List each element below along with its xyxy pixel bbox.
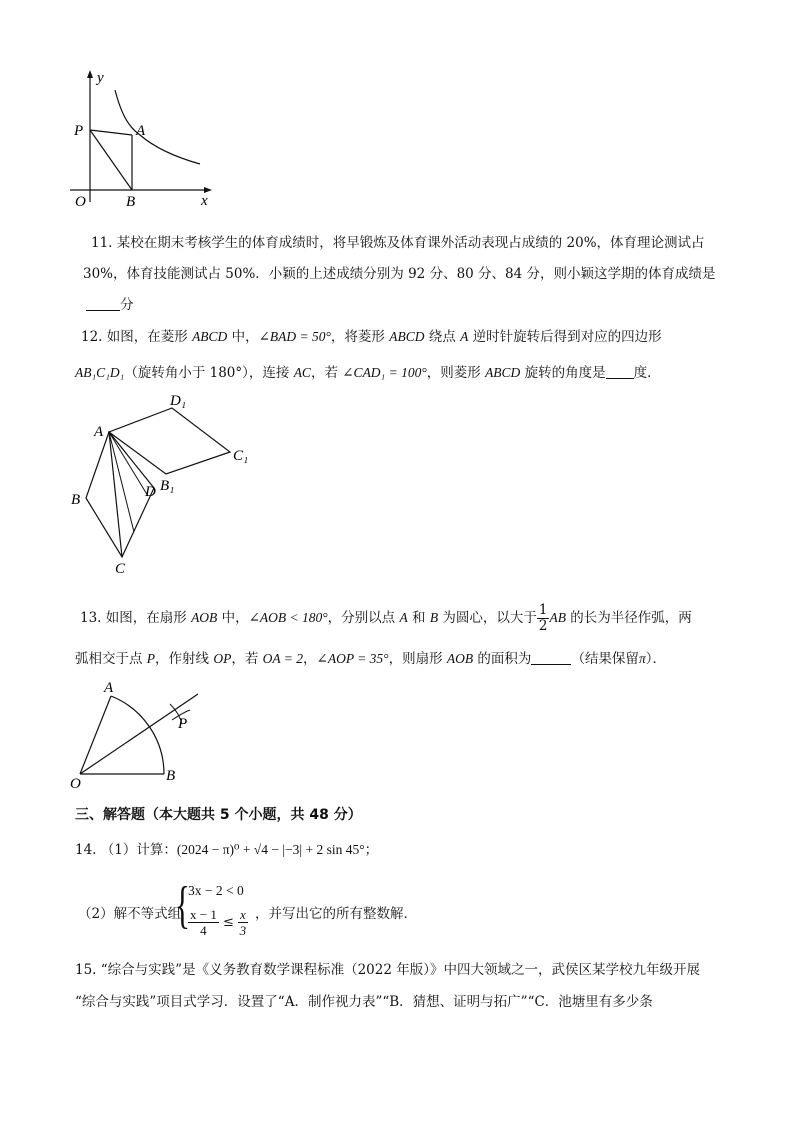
y-axis-arrow [87,70,93,78]
q13-fraction [537,603,550,634]
q13-a: A [399,610,408,625]
q12-text-b: 中， [227,329,259,345]
q14-ineq2-rnum: x [240,907,246,922]
q13-angle-aob: ∠AOB < 180° [248,610,328,625]
rhombus-ab1c1d1 [109,408,230,474]
q14-ineq2-rden: 3 [239,923,247,938]
q14-ineq2 [188,907,248,938]
q13-text-2c: ，若 [231,651,263,667]
q11-line2: 30%，体育技能测试占 50%．小颖的上述成绩分别为 92 分、80 分、84 分，则小颖这学期的体育成绩是 [83,266,716,282]
q12-abcd-2: ABCD [389,329,425,344]
q12-angle-bad: ∠BAD = 50° [258,329,331,344]
q13-text-b: 中， [217,610,249,626]
label-c1: C₁ [233,448,249,464]
label-a: A [136,123,146,139]
q14-part1-expr: (2024 − π)⁰ + √4 − |−3| + 2 sin 45° [176,842,365,857]
label-p: P [74,123,84,139]
label-a: A [104,680,114,696]
q13-text-2h: ）． [645,651,666,667]
q11-line1: 11. 某校在期末考核学生的体育成绩时，将早锻炼及体育课外活动表现占成绩的 20%，体育理论测试占 [91,235,705,251]
q12-text-d: 绕点 [424,329,461,345]
q13-text-a: 13. 如图，在扇形 [80,610,192,626]
q14-part2-suffix: ，并写出它的所有整数解． [255,906,417,922]
q12-point-a: A [460,329,469,344]
q13-text-e: 为圆心，以大于 [438,610,537,626]
q12-line2 [75,364,661,382]
q13-text-2b: ，作射线 [155,651,214,667]
q15-line2: “综合与实践”项目式学习．设置了“A．制作视力表”“B．猜想、证明与拓广”“C．池塘里有多少条 [75,994,653,1010]
q13-ab: AB [549,610,566,625]
q15-line1: 15. “综合与实践”是《义务教育数学课程标准（2022 年版）》中四大领域之一，武侯区某学校九年级开展 [75,962,700,978]
q13-text-c: ，分别以点 [327,610,400,626]
q14-ineq2-rel: ≤ [222,915,234,930]
q12-line1 [81,328,662,346]
q12-text-2e: 度． [633,365,661,381]
q14-part2-prefix: （2）解不等式组 [78,906,182,922]
q13-p: P [146,651,156,666]
label-y: y [97,70,104,86]
q14-ineq1: 3x − 2 < 0 [188,883,244,898]
q13-answer-blank[interactable] [531,650,571,665]
q13-op: OP [213,651,232,666]
label-b: B [71,492,81,508]
q13-pi: π [638,651,646,666]
label-origin: O [75,194,86,210]
section3-title: 三、解答题（本大题共 5 个小题，共 48 分） [75,807,362,823]
q13-text-2a: 弧相交于点 [75,651,147,667]
label-d: D [145,484,156,500]
rhombus-figure [62,392,262,577]
segment-pb [90,130,132,190]
q14-part1-prefix: 14. （1）计算： [75,842,177,858]
q12-abcd-3: ABCD [485,365,521,380]
q12-text-c: ，将菱形 [330,329,390,345]
q11-answer-blank[interactable] [86,296,120,311]
q13-text-2g: （结果保留 [571,651,639,667]
q12-angle-cad1: ∠CAD₁ = 100° [342,365,427,380]
q12-text-2c: ，则菱形 [426,365,486,381]
q13-line2 [75,650,666,668]
q13-text-d: 和 [407,610,430,626]
label-b: B [126,194,136,210]
q12-text-a: 12. 如图，在菱形 [81,329,193,345]
segment-pa [90,130,132,135]
q13-frac-den: 2 [538,618,548,634]
q12-ab1c1d1: AB₁C₁D₁ [75,365,125,380]
label-b1: B₁ [160,478,175,494]
q13-aob-2: AOB [446,651,474,666]
q13-b: B [429,610,439,625]
q11-line3-suffix: 分 [120,297,134,313]
sector-figure [66,680,216,790]
q13-oa-eq: OA = 2 [262,651,304,666]
q14-part1 [75,841,378,859]
q13-text-2d: ， [303,651,317,667]
q13-angle-aop: ∠AOP = 35° [316,651,389,666]
label-o: O [70,776,81,790]
q14-part1-suffix: ； [364,842,379,858]
label-b: B [166,768,176,784]
q12-text-e: 逆时针旋转后得到对应的四边形 [468,329,662,345]
q13-aob: AOB [191,610,218,625]
q13-text-2e: ，则扇形 [388,651,447,667]
q13-text-f: 的长为半径作弧，两 [565,610,692,626]
segment-oa [80,696,111,774]
q12-text-2d: 旋转的角度是 [520,365,606,381]
label-x: x [201,193,208,209]
q14-ineq2-left [188,907,219,938]
q12-text-2a: （旋转角小于 180°），连接 [124,365,294,381]
ray-op [80,694,198,774]
hyperbola-figure [60,62,230,212]
q12-abcd: ABCD [192,329,228,344]
q14-ineq2-num: x − 1 [190,907,217,922]
label-c: C [115,561,126,577]
q11-line3 [86,296,134,314]
hyperbola-curve [115,90,200,164]
q13-line1 [80,603,692,634]
q14-ineq2-right [238,907,248,938]
q14-ineq2-den: 4 [200,923,207,938]
q13-text-2f: 的面积为 [473,651,532,667]
q12-text-2b: ，若 [310,365,343,381]
q12-ac: AC [293,365,311,380]
label-p: P [178,716,188,732]
label-d1: D₁ [170,393,187,409]
q14-brace: { [174,877,190,934]
label-a: A [94,424,104,440]
q13-frac-num: 1 [538,602,548,618]
q12-answer-blank[interactable] [606,364,634,379]
